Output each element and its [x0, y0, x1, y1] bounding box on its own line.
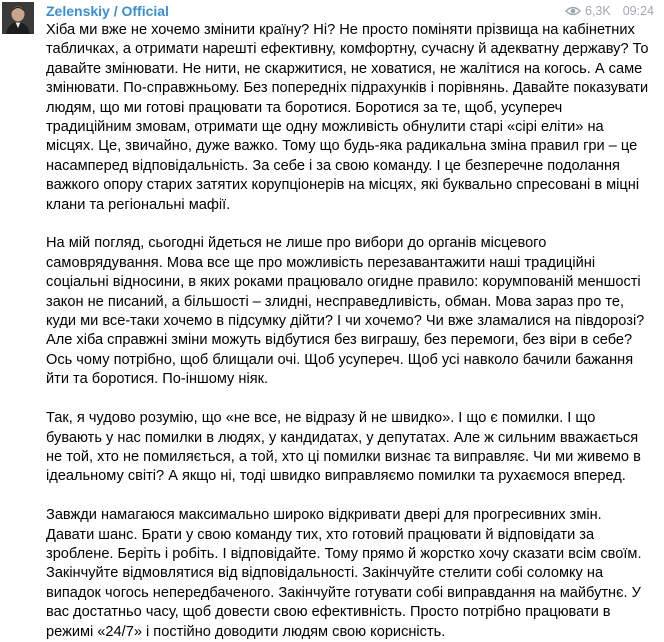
message-meta	[565, 3, 654, 19]
message-paragraph: Хіба ми вже не хочемо змінити країну? Ні? Не просто поміняти прізвища на кабінетних табличках, а отримати нарешті ефективну, комфортну, сучасну й адекватну державу? То давайте змінювати. Не нити, не скаржитися, не ховатися, не жалітися на когось. А саме змінювати. По-справжньому. Без попередніх підрахунків і порівнянь. Давайте показувати людям, що ми готові працювати та боротися. Боротися за те, щоб, усупереч традиційним змовам, отримати ще одну можливість обнулити старі «сірі еліти» на місцях. Це, звичайно, дуже важко. Тому що будь-яка радикальна зміна правил гри – це насамперед відповідальність. За себе і за свою команду. І це безперечне подолання важкого опору старих затятих корупціонерів на місцях, які буквально спресовані в міцні клани та регіональні мафії.	[46, 22, 649, 213]
avatar-photo	[2, 2, 34, 34]
message-paragraph: На мій погляд, сьогодні йдеться не лише про вибори до органів місцевого самоврядування. Мова все ще про можливість перезавантажити наші традиційні соціальні відносини, в яких роками працювало огидне правило: корумпованій меншості закон не писаний, а більшості – злидні, несправедливість, обман. Мова зараз про те, куди ми все-таки хочемо в підсумку дійти? І чи хочемо? Чи вже зламалися на півдорозі? Але хіба справжні зміни можуть відбутися без виграшу, без перемоги, без віри в себе? Ось чому потрібно, щоб блищали очі. Щоб усупереч. Щоб усі навколо бачили бажання йти та боротися. По-іншому ніяк.	[46, 235, 645, 388]
eye-icon	[565, 5, 581, 17]
view-count: 6,3K	[585, 4, 611, 18]
message-time: 09:24	[622, 4, 654, 18]
avatar[interactable]	[2, 2, 34, 34]
message-header	[46, 2, 660, 20]
channel-name[interactable]: Zelenskiy / Official	[46, 3, 169, 19]
message-paragraph: Так, я чудово розумію, що «не все, не відразу й не швидко». І що є помилки. І що бувають у нас помилки в людях, у кандидатах, у депутатах. Але ж сильним вважається не той, хто не помиляється, а той, хто ці помилки визнає та виправляє. Чи ми живемо в ідеальному світі? А якщо ні, тоді швидко виправляємо помилки та рухаємося вперед.	[46, 410, 641, 485]
message-body	[46, 21, 650, 642]
message-paragraph: Завжди намагаюся максимально широко відкривати двері для прогресивних змін. Давати шанс. Брати у свою команду тих, хто готовий працювати й відповідати за зроблене. Беріть і робіть. І відповідайте. Тому прямо й жорстко хочу сказати всім своїм. Закінчуйте відмовлятися від відповідальності. Закінчуйте стелити собі соломку на випадок чогось непередбаченого. Закінчуйте готувати собі виправдання на майбутнє. У вас достатньо часу, щоб довести свою ефективність. Просто потрібно працювати в режимі «24/7» і постійно доводити людям свою корисність.	[46, 507, 642, 640]
